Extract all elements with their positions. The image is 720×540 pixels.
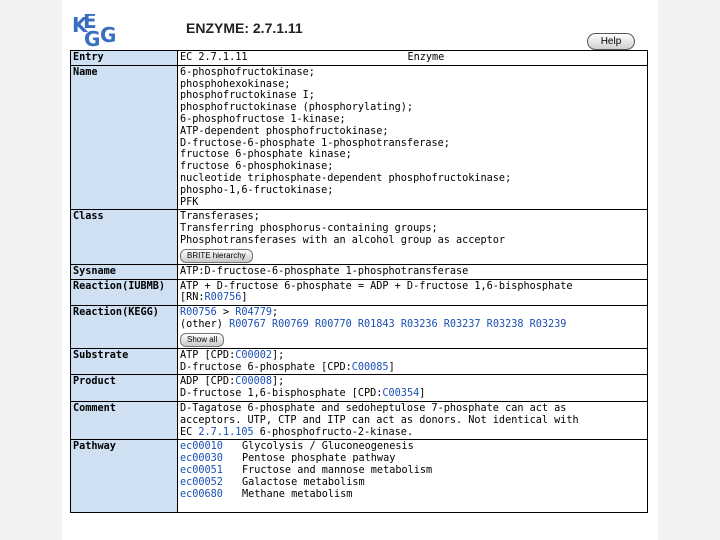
reaction-link[interactable]: R04779 [235,307,273,319]
pathway-value [178,440,648,513]
name-line: phosphofructokinase (phosphorylating); [180,102,414,114]
name-line: phosphohexokinase; [180,78,291,90]
class-row [71,210,648,264]
entry-label: Entry [71,51,178,66]
reaction-kegg-row [71,306,648,349]
logo-text-3: G [84,27,100,48]
pathway-name: Glycolysis / Gluconeogenesis [242,441,414,453]
pathway-name: Methane metabolism [242,488,353,500]
reaction-kegg-value [178,306,648,349]
compound-link[interactable]: C00002 [235,349,273,361]
pathway-link[interactable]: ec00051 [180,464,223,476]
compound-end: ]; [272,349,285,361]
pathway-link[interactable]: ec00052 [180,476,223,488]
pathway-item [180,489,645,501]
ec-link[interactable]: 2.7.1.105 [198,426,254,438]
name-line: 6-phosphofructose 1-kinase; [180,113,346,125]
class-line: Phosphotransferases with an alcohol group as acceptor [180,234,506,246]
product-row [71,375,648,402]
pathway-label: Pathway [71,440,178,513]
reaction-arrow: > [216,307,236,319]
sysname-label: Sysname [71,264,178,279]
page-title: ENZYME: 2.7.1.11 [186,20,303,36]
rn-prefix: [RN: [180,292,205,304]
compound-end: ] [419,388,426,400]
kegg-logo[interactable] [70,14,124,48]
product-line [180,388,645,400]
sysname-row [71,264,648,279]
substrate-line [180,362,645,374]
logo-text-2: E [83,14,96,33]
name-line: 6-phosphofructokinase; [180,66,315,78]
name-label: Name [71,65,178,210]
reaction-link[interactable]: R00756 [180,307,217,319]
class-value [178,210,648,264]
comment-line [180,427,645,439]
pathway-item [180,441,645,453]
show-all-button[interactable]: Show all [180,333,224,347]
compound-end: ] [388,361,395,373]
product-label: Product [71,375,178,402]
name-line: fructose 6-phosphate kinase; [180,149,352,161]
name-line: phospho-1,6-fructokinase; [180,184,334,196]
pathway-item [180,453,645,465]
reaction-iubmb-label: Reaction(IUBMB) [71,279,178,306]
sysname-value: ATP:D-fructose-6-phosphate 1-phosphotransferase [178,264,648,279]
name-value [178,65,648,210]
entry-type: Enzyme [407,52,445,63]
comment-line: D-Tagatose 6-phosphate and sedoheptulose 7-phosphate can act as [180,402,567,414]
class-line: Transferring phosphorus-containing groups; [180,223,438,235]
other-reaction-links[interactable]: R00767 R00769 R00770 R01843 R03236 R03237 R03238 R03239 [229,318,567,330]
reaction-kegg-other [180,319,645,331]
rn-suffix: ] [241,292,248,304]
reaction-iubmb-row [71,279,648,306]
pathway-link[interactable]: ec00010 [180,441,223,453]
logo-text-4: G [100,23,116,47]
name-row [71,65,648,210]
substrate-label: Substrate [71,348,178,375]
pathway-link[interactable]: ec00030 [180,453,223,465]
compound-end: ]; [272,376,285,388]
kegg-logo-icon [70,14,124,48]
entry-row [71,51,648,66]
pathway-row [71,440,648,513]
substrate-value [178,348,648,375]
class-label: Class [71,210,178,264]
comment-line: acceptors. UTP, CTP and ITP can act as donors. Not identical with [180,414,579,426]
reaction-kegg-label: Reaction(KEGG) [71,306,178,349]
reaction-link[interactable]: R00756 [204,292,242,304]
brite-hierarchy-button[interactable]: BRITE hierarchy [180,249,253,263]
reaction-iubmb-value [178,279,648,306]
pathway-name: Pentose phosphate pathway [242,453,396,465]
name-line: ATP-dependent phosphofructokinase; [180,125,389,137]
pathway-name: Galactose metabolism [242,476,365,488]
comment-prefix: EC [180,426,199,438]
name-line: PFK [180,196,199,208]
pathway-name: Fructose and mannose metabolism [242,464,433,476]
reaction-kegg-main [180,307,645,319]
comment-label: Comment [71,401,178,439]
comment-value [178,401,648,439]
compound-text: ADP [CPD: [180,376,236,388]
class-line: Transferases; [180,211,260,223]
page [62,0,658,540]
reaction-iubmb-rn [180,292,645,304]
help-button[interactable]: Help [587,33,635,50]
pathway-link[interactable]: ec00680 [180,488,223,500]
compound-link[interactable]: C00008 [235,376,273,388]
product-value [178,375,648,402]
reaction-iubmb-equation: ATP + D-fructose 6-phosphate = ADP + D-fructose 1,6-bisphosphate [180,280,573,292]
enzyme-entry-table [70,50,648,513]
comment-row [71,401,648,439]
compound-text: D-fructose 1,6-bisphosphate [CPD: [180,388,383,400]
name-line: fructose 6-phosphokinase; [180,161,334,173]
reaction-separator: ; [272,307,279,319]
logo-text-1: K [72,14,87,37]
name-line: D-fructose-6-phosphate 1-phosphotransferase; [180,137,450,149]
pathway-item [180,465,645,477]
substrate-line [180,350,645,362]
entry-value [178,51,648,66]
name-line: nucleotide triphosphate-dependent phosphofructokinase; [180,172,512,184]
comment-suffix: 6-phosphofructo-2-kinase. [253,426,414,438]
compound-text: D-fructose 6-phosphate [CPD: [180,361,352,373]
entry-id: EC 2.7.1.11 [180,52,248,63]
name-line: phosphofructokinase I; [180,90,315,102]
product-line [180,376,645,388]
pathway-item [180,477,645,489]
compound-link[interactable]: C00354 [382,388,420,400]
compound-link[interactable]: C00085 [351,361,389,373]
compound-text: ATP [CPD: [180,349,236,361]
substrate-row [71,348,648,375]
other-prefix: (other) [180,318,230,330]
